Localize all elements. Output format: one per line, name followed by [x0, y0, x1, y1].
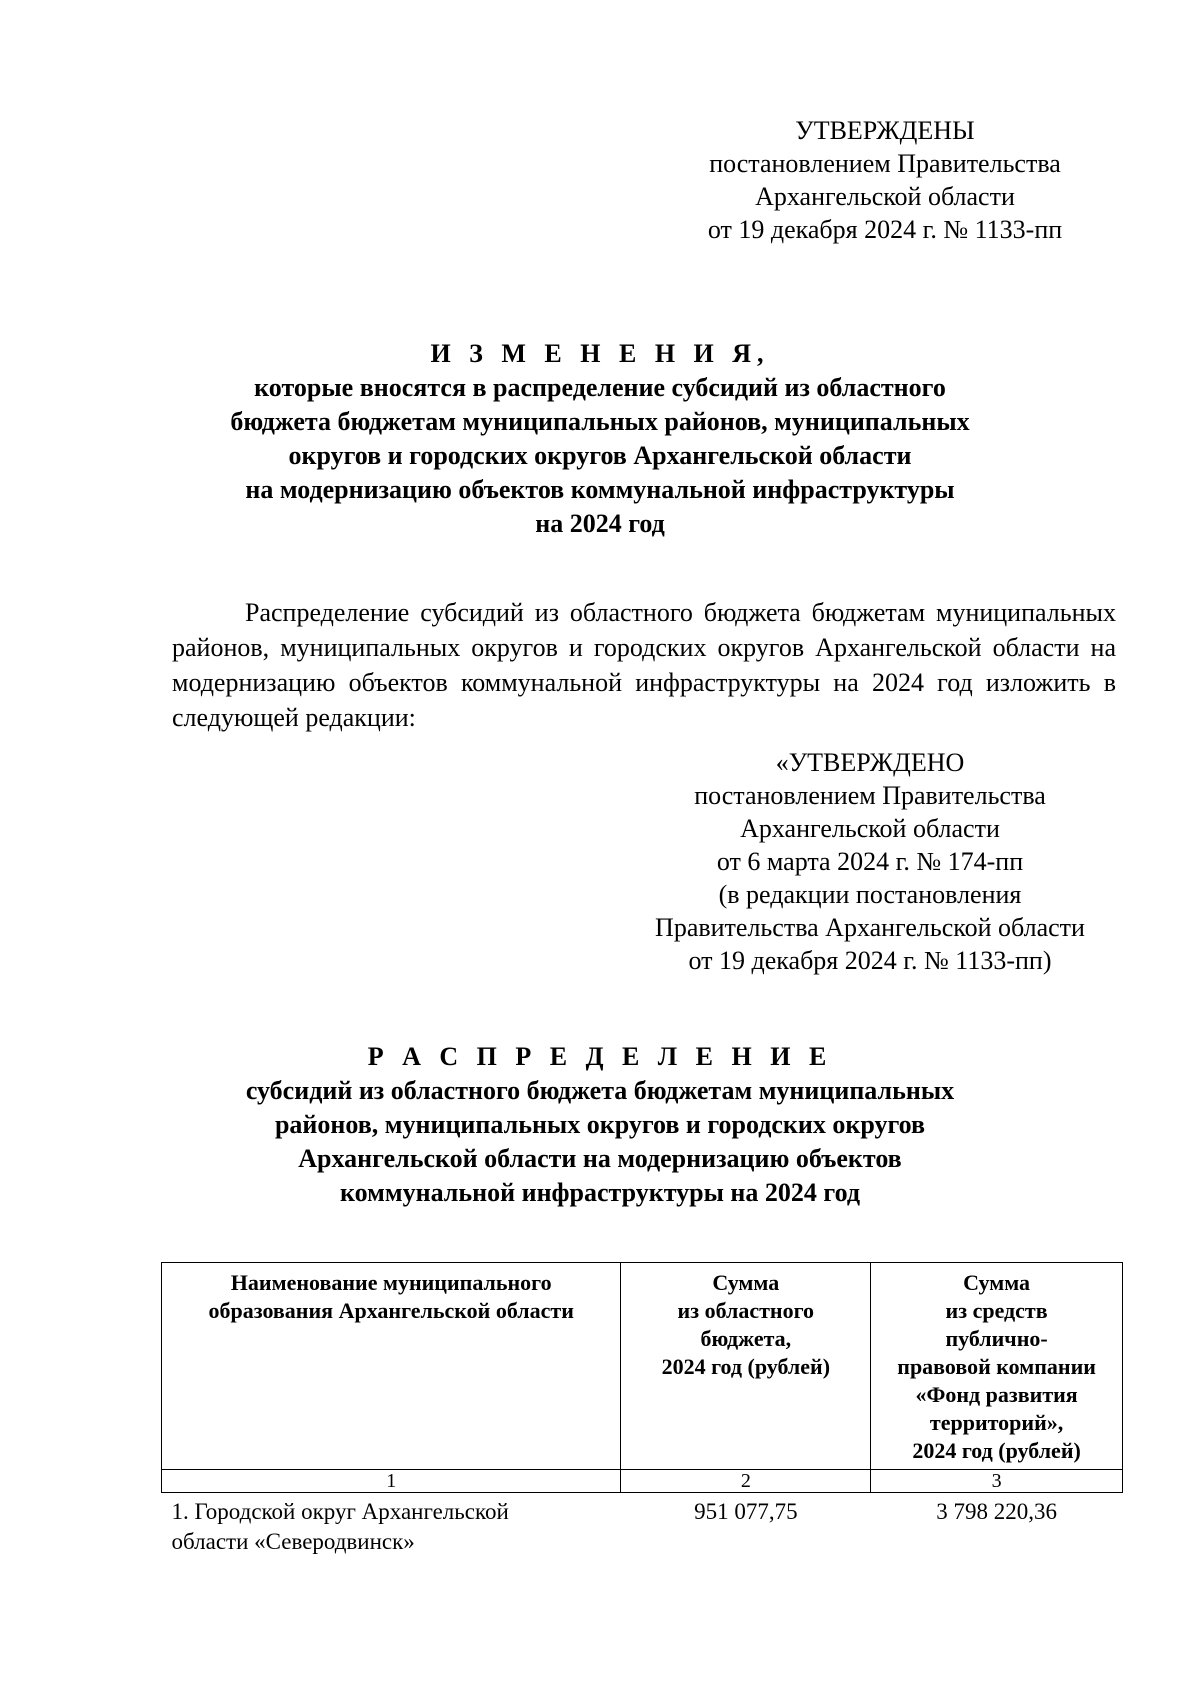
approval-heading: «УТВЕРЖДЕНО	[775, 748, 965, 777]
approval-date: от 19 декабря 2024 г. № 1133-пп)	[688, 946, 1052, 975]
approval-date: от 19 декабря 2024 г. № 1133-пп	[707, 215, 1063, 244]
changes-title	[150, 337, 1050, 541]
header-municipality: Наименование муниципального образования Архангельской области	[162, 1263, 621, 1470]
approval-line: Архангельской области	[740, 814, 1000, 843]
municipality-name: 1. Городской округ Архангельской области «Северодвинск»	[171, 1499, 509, 1554]
title-line: субсидий из областного бюджета бюджетам муниципальных	[245, 1076, 955, 1105]
column-number-row	[162, 1470, 1123, 1493]
body-paragraph	[172, 595, 1116, 735]
approval-stamp-top	[660, 114, 1110, 246]
table-row	[162, 1493, 1123, 1558]
title-line: на 2024 год	[535, 509, 665, 538]
header-regional-budget: Сумма из областного бюджета, 2024 год (рублей)	[621, 1263, 871, 1470]
paragraph-text: Распределение субсидий из областного бюджета бюджетам муниципальных районов, муниципальных округов и городских округов Архангельской области на модернизацию объектов коммунальной инфраструктуры на 2024 год изложить в следующей редакции:	[172, 598, 1116, 732]
approval-line: постановлением Правительства	[694, 781, 1046, 810]
approval-line: постановлением Правительства	[709, 149, 1061, 178]
approval-line: Архангельской области	[755, 182, 1015, 211]
regional-budget-amount: 951 077,75	[694, 1499, 798, 1524]
approval-date: от 6 марта 2024 г. № 174-пп	[716, 847, 1024, 876]
header-fund-amount: Сумма из средств публично- правовой компании «Фонд развития территорий», 2024 год (рублей)	[871, 1263, 1123, 1470]
column-number: 1	[162, 1470, 621, 1493]
approval-heading: УТВЕРЖДЕНЫ	[795, 116, 975, 145]
column-number: 2	[621, 1470, 871, 1493]
distribution-heading: Р А С П Р Е Д Е Л Е Н И Е	[367, 1042, 833, 1071]
distribution-title	[150, 1040, 1050, 1210]
approval-line: (в редакции постановления	[718, 880, 1022, 909]
title-line: округов и городских округов Архангельской области	[288, 441, 912, 470]
title-line: районов, муниципальных округов и городских округов	[274, 1110, 926, 1139]
table-header-row	[162, 1263, 1123, 1470]
changes-heading: И З М Е Н Е Н И Я,	[430, 339, 770, 368]
title-line: коммунальной инфраструктуры на 2024 год	[340, 1178, 860, 1207]
approval-stamp-second	[630, 746, 1110, 977]
fund-amount: 3 798 220,36	[936, 1499, 1057, 1524]
column-number: 3	[871, 1470, 1123, 1493]
title-line: на модернизацию объектов коммунальной инфраструктуры	[245, 475, 955, 504]
approval-line: Правительства Архангельской области	[655, 913, 1085, 942]
distribution-table	[161, 1262, 1123, 1557]
title-line: Архангельской области на модернизацию объектов	[298, 1144, 902, 1173]
title-line: бюджета бюджетам муниципальных районов, муниципальных	[230, 407, 970, 436]
title-line: которые вносятся в распределение субсидий из областного	[254, 373, 946, 402]
